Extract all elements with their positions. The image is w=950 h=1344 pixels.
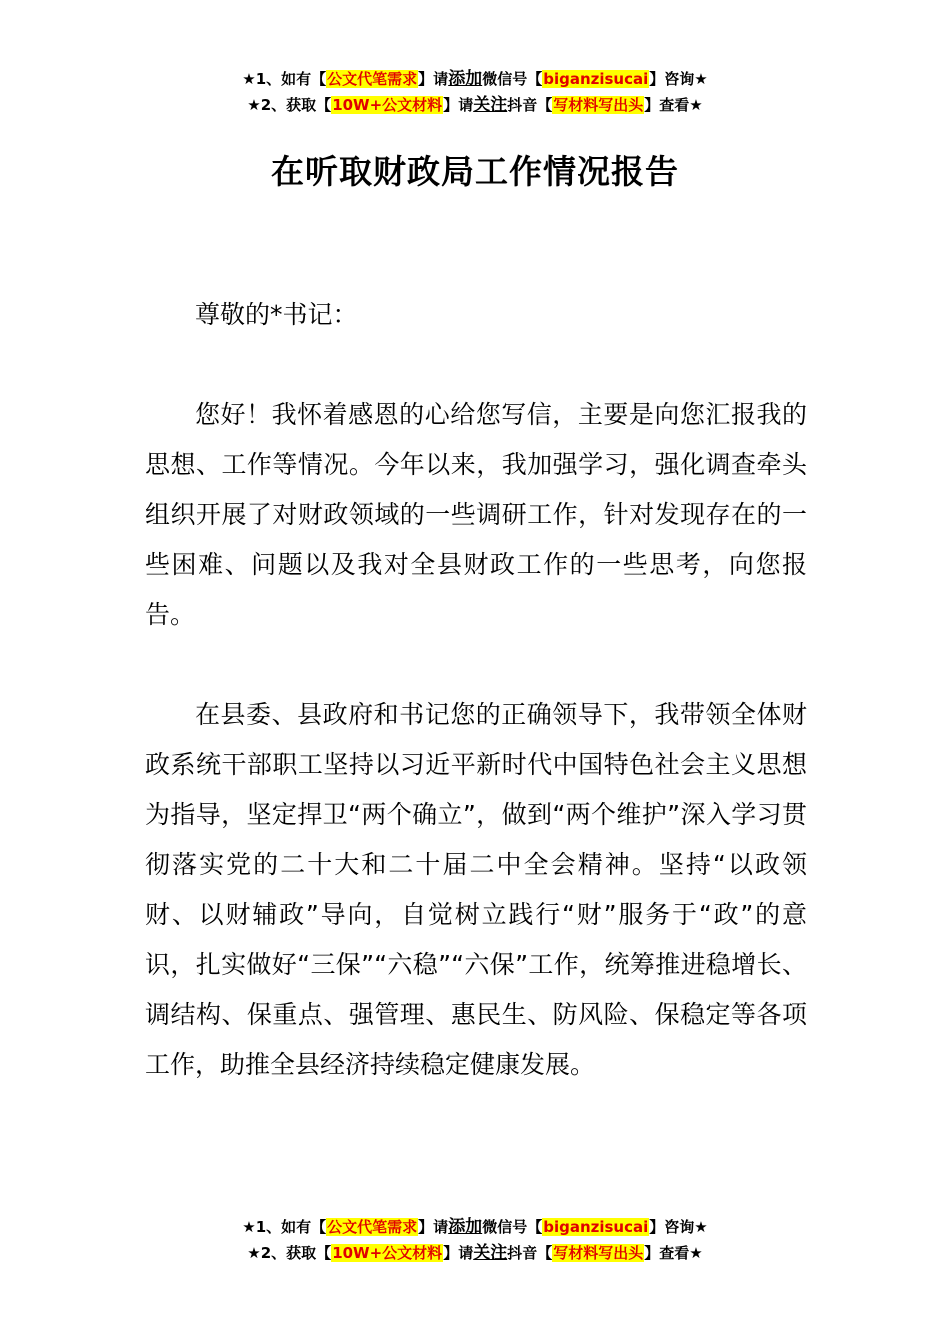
banner-emphasis: 关注 <box>473 95 508 115</box>
salutation: 尊敬的*书记： <box>195 300 358 329</box>
banner-text: ★2、获取【 <box>247 1244 332 1262</box>
banner-text: ★1、如有【 <box>242 1218 327 1236</box>
banner-text: ★1、如有【 <box>242 70 327 88</box>
banner-highlight: biganzisucai <box>543 1218 649 1236</box>
banner-text: 】查看★ <box>644 1244 703 1262</box>
banner-text: 】查看★ <box>644 96 703 114</box>
banner-highlight: 公文代笔需求 <box>327 70 418 88</box>
banner-highlight: 写材料写出头 <box>553 96 644 114</box>
body-paragraph: 您好！我怀着感恩的心给您写信，主要是向您汇报我的思想、工作等情况。今年以来，我加强学习，强化调查牵头组织开展了对财政领域的一些调研工作，针对发现存在的一些困难、问题以及我对全县财政工作的一些思考，向您报告。 <box>145 400 807 629</box>
footer-banner <box>0 1214 950 1266</box>
banner-text: 微信号【 <box>482 70 543 88</box>
banner-highlight: 公文代笔需求 <box>327 1218 418 1236</box>
header-banner <box>0 66 950 118</box>
body-paragraph: 在县委、县政府和书记您的正确领导下，我带领全体财政系统干部职工坚持以习近平新时代中国特色社会主义思想为指导，坚定捍卫“两个确立”，做到“两个维护”深入学习贯彻落实党的二十大和二十届二中全会精神。坚持“以政领财、以财辅政”导向，自觉树立践行“财”服务于“政”的意识，扎实做好“三保”“六稳”“六保”工作，统筹推进稳增长、调结构、保重点、强管理、惠民生、防风险、保稳定等各项工作，助推全县经济持续稳定健康发展。 <box>145 700 807 1079</box>
document-body <box>145 290 807 1140</box>
banner-highlight: 10W+公文材料 <box>332 1244 443 1262</box>
document-title: 在听取财政局工作情况报告 <box>271 152 679 191</box>
banner-text: ★2、获取【 <box>247 96 332 114</box>
banner-text: 】请 <box>443 96 474 114</box>
banner-emphasis: 添加 <box>448 1217 483 1237</box>
banner-line-2 <box>0 92 950 118</box>
banner-text: 微信号【 <box>482 1218 543 1236</box>
banner-text: 】咨询★ <box>649 1218 708 1236</box>
banner-text: 抖音【 <box>507 1244 553 1262</box>
banner-line-2 <box>0 1240 950 1266</box>
banner-emphasis: 添加 <box>448 69 483 89</box>
banner-text: 】请 <box>418 70 449 88</box>
banner-line-1 <box>0 66 950 92</box>
banner-text: 】请 <box>418 1218 449 1236</box>
banner-highlight: 写材料写出头 <box>553 1244 644 1262</box>
banner-highlight: 10W+公文材料 <box>332 96 443 114</box>
banner-text: 】咨询★ <box>649 70 708 88</box>
banner-emphasis: 关注 <box>473 1243 508 1263</box>
banner-text: 抖音【 <box>507 96 553 114</box>
banner-highlight: biganzisucai <box>543 70 649 88</box>
banner-line-1 <box>0 1214 950 1240</box>
banner-text: 】请 <box>443 1244 474 1262</box>
